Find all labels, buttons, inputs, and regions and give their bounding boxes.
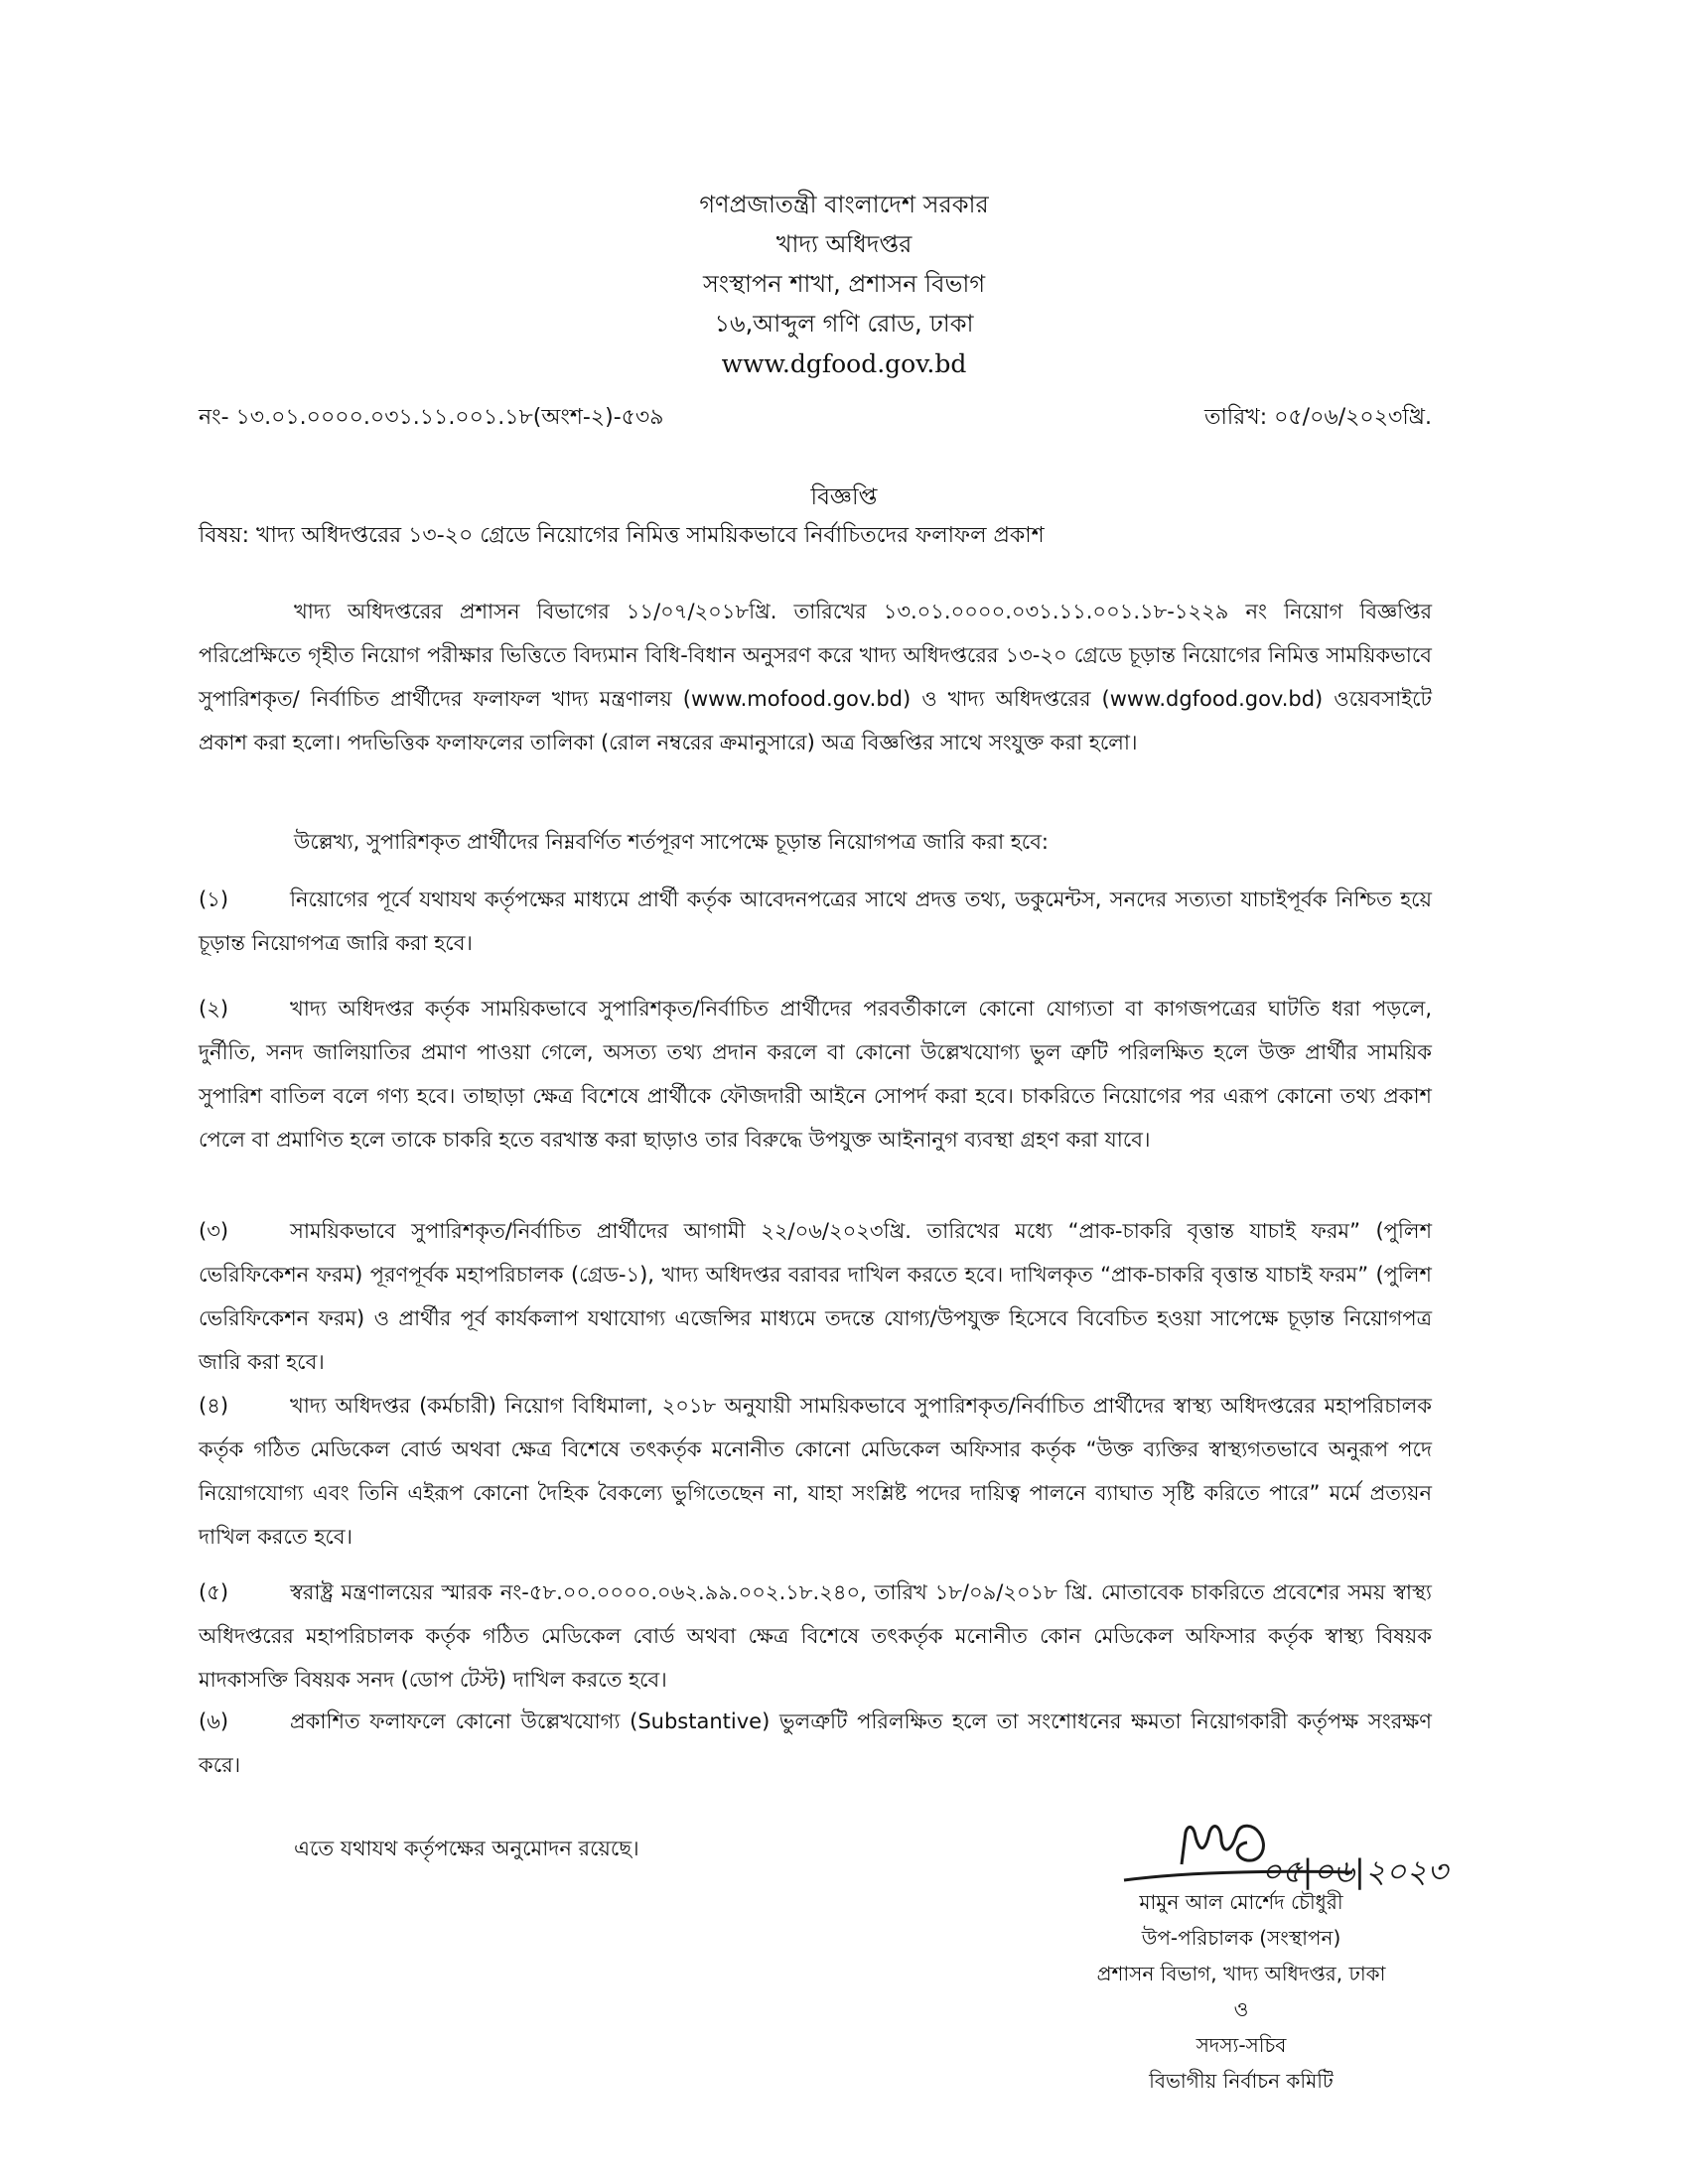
section-name: সংস্থাপন শাখা, প্রশাসন বিভাগ bbox=[702, 270, 986, 298]
condition-text: খাদ্য অধিদপ্তর (কর্মচারী) নিয়োগ বিধিমালা, ২০১৮ অনুযায়ী সাময়িকভাবে সুপারিশকৃত/নির্বাচিত প্রার্থীদের স্বাস্থ্য অধিদপ্তরের মহাপরিচালক কর্তৃক গঠিত মেডিকেল বোর্ড অথবা ক্ষেত্র বিশেষে তৎকর্তৃক মনোনীত কোনো মেডিকেল অফিসার কর্তৃক “উক্ত ব্যক্তির স্বাস্থ্যগতভাবে অনুরূপ পদে নিয়োগযোগ্য এবং তিনি এইরূপ কোনো দৈহিক বৈকল্যে ভুগিতেছেন না, যাহা সংশ্লিষ্ট পদের দায়িত্ব পালনে ব্যাঘাত সৃষ্টি করিতে পারে” মর্মে প্রত্যয়ন দাখিল করতে হবে। bbox=[199, 1394, 1432, 1549]
condition-number: (২) bbox=[199, 997, 229, 1021]
signatory-name: মামুন আল মোর্শেদ চৌধুরী bbox=[1139, 1890, 1343, 1914]
approval-statement: এতে যথাযথ কর্তৃপক্ষের অনুমোদন রয়েছে। bbox=[294, 1837, 639, 1860]
committee-name: বিভাগীয় নির্বাচন কমিটি bbox=[1149, 2069, 1334, 2093]
office-address: ১৬,আব্দুল গণি রোড, ঢাকা bbox=[714, 310, 974, 338]
condition-1 bbox=[199, 878, 1432, 965]
department-name: খাদ্য অধিদপ্তর bbox=[775, 230, 913, 258]
notice-subject: বিষয়: খাদ্য অধিদপ্তরের ১৩-২০ গ্রেডে নিয়োগের নিমিত্ত সাময়িকভাবে নির্বাচিতদের ফলাফল প্রকাশ bbox=[199, 523, 1045, 548]
letterhead bbox=[0, 185, 1688, 385]
signatory-designation: উপ-পরিচালক (সংস্থাপন) bbox=[1141, 1926, 1341, 1950]
condition-text: স্বরাষ্ট্র মন্ত্রণালয়ের স্মারক নং-৫৮.০০.০০০০.০৬২.৯৯.০০২.১৮.২৪০, তারিখ ১৮/০৯/২০১৮ খ্রি. মোতাবেক চাকরিতে প্রবেশের সময় স্বাস্থ্য অধিদপ্তরের মহাপরিচালক কর্তৃক গঠিত মেডিকেল বোর্ড অথবা ক্ষেত্র বিশেষে তৎকর্তৃক মনোনীত কোন মেডিকেল অফিসার কর্তৃক স্বাস্থ্য বিষয়ক মাদকাসক্তি বিষয়ক সনদ (ডোপ টেস্ট) দাখিল করতে হবে। bbox=[199, 1580, 1432, 1692]
conditions-intro: উল্লেখ্য, সুপারিশকৃত প্রার্থীদের নিম্নবর্ণিত শর্তপূরণ সাপেক্ষে চূড়ান্ত নিয়োগপত্র জারি করা হবে: bbox=[294, 830, 1049, 854]
condition-number: (১) bbox=[199, 887, 229, 911]
condition-3 bbox=[199, 1209, 1432, 1384]
intro-paragraph: খাদ্য অধিদপ্তরের প্রশাসন বিভাগের ১১/০৭/২০১৮খ্রি. তারিখের ১৩.০১.০০০০.০৩১.১১.০০১.১৮-১২২৯ নং নিয়োগ বিজ্ঞপ্তির পরিপ্রেক্ষিতে গৃহীত নিয়োগ পরীক্ষার ভিত্তিতে বিদ্যমান বিধি-বিধান অনুসরণ করে খাদ্য অধিদপ্তরের ১৩-২০ গ্রেডে চূড়ান্ত নিয়োগের নিমিত্ত সাময়িকভাবে সুপারিশকৃত/ নির্বাচিত প্রার্থীদের ফলাফল খাদ্য মন্ত্রণালয় (www.mofood.gov.bd) ও খাদ্য অধিদপ্তরের (www.dgfood.gov.bd) ওয়েবসাইটে প্রকাশ করা হলো। পদভিত্তিক ফলাফলের তালিকা (রোল নম্বরের ক্রমানুসারে) অত্র বিজ্ঞপ্তির সাথে সংযুক্ত করা হলো। bbox=[199, 600, 1432, 754]
condition-6 bbox=[199, 1700, 1432, 1787]
condition-text: খাদ্য অধিদপ্তর কর্তৃক সাময়িকভাবে সুপারিশকৃত/নির্বাচিত প্রার্থীদের পরবর্তীকালে কোনো যোগ্যতা বা কাগজপত্রের ঘাটতি ধরা পড়লে, দুর্নীতি, সনদ জালিয়াতির প্রমাণ পাওয়া গেলে, অসত্য তথ্য প্রদান করলে বা কোনো উল্লেখযোগ্য ভুল ত্রুটি পরিলক্ষিত হলে উক্ত প্রার্থীর সাময়িক সুপারিশ বাতিল বলে গণ্য হবে। তাছাড়া ক্ষেত্র বিশেষে প্রার্থীকে ফৌজদারী আইনে সোপর্দ করা হবে। চাকরিতে নিয়োগের পর এরূপ কোনো তথ্য প্রকাশ পেলে বা প্রমাণিত হলে তাকে চাকরি হতে বরখাস্ত করা ছাড়াও তার বিরুদ্ধে উপযুক্ত আইনানুগ ব্যবস্থা গ্রহণ করা যাবে। bbox=[199, 997, 1432, 1152]
website-url: www.dgfood.gov.bd bbox=[721, 349, 967, 378]
signatory-role: সদস্য-সচিব bbox=[1196, 2033, 1287, 2057]
condition-number: (৫) bbox=[199, 1580, 229, 1604]
condition-2 bbox=[199, 987, 1432, 1161]
condition-text: সাময়িকভাবে সুপারিশকৃত/নির্বাচিত প্রার্থীদের আগামী ২২/০৬/২০২৩খ্রি. তারিখের মধ্যে “প্রাক-চাকরি বৃত্তান্ত যাচাই ফরম” (পুলিশ ভেরিফিকেশন ফরম) পূরণপূর্বক মহাপরিচালক (গ্রেড-১), খাদ্য অধিদপ্তর বরাবর দাখিল করতে হবে। দাখিলকৃত “প্রাক-চাকরি বৃত্তান্ত যাচাই ফরম” (পুলিশ ভেরিফিকেশন ফরম) ও প্রার্থীর পূর্ব কার্যকলাপ যথাযোগ্য এজেন্সির মাধ্যমে তদন্তে যোগ্য/উপযুক্ত হিসেবে বিবেচিত হওয়া সাপেক্ষে চূড়ান্ত নিয়োগপত্র জারি করা হবে। bbox=[199, 1219, 1432, 1374]
condition-number: (৬) bbox=[199, 1709, 229, 1733]
condition-text: নিয়োগের পূর্বে যথাযথ কর্তৃপক্ষের মাধ্যমে প্রার্থী কর্তৃক আবেদনপত্রের সাথে প্রদত্ত তথ্য, ডকুমেন্টস, সনদের সত্যতা যাচাইপূর্বক নিশ্চিত হয়ে চূড়ান্ত নিয়োগপত্র জারি করা হবে। bbox=[199, 887, 1432, 955]
condition-number: (৩) bbox=[199, 1219, 229, 1243]
government-name: গণপ্রজাতন্ত্রী বাংলাদেশ সরকার bbox=[699, 191, 989, 218]
notice-title: বিজ্ঞপ্তি bbox=[810, 484, 878, 510]
conjunction-text: ও bbox=[1233, 1997, 1249, 2021]
handwritten-date: ০৫|০৬|২০২৩ bbox=[1261, 1852, 1448, 1890]
memo-number: নং- ১৩.০১.০০০০.০৩১.১১.০০১.১৮(অংশ-২)-৫৩৯ bbox=[199, 405, 664, 430]
signature-block bbox=[1033, 1884, 1450, 2099]
condition-4 bbox=[199, 1384, 1432, 1559]
condition-number: (৪) bbox=[199, 1394, 229, 1418]
signatory-office: প্রশাসন বিভাগ, খাদ্য অধিদপ্তর, ঢাকা bbox=[1096, 1962, 1386, 1985]
condition-text: প্রকাশিত ফলাফলে কোনো উল্লেখযোগ্য (Substantive) ভুলত্রুটি পরিলক্ষিত হলে তা সংশোধনের ক্ষমতা নিয়োগকারী কর্তৃপক্ষ সংরক্ষণ করে। bbox=[199, 1709, 1432, 1777]
condition-5 bbox=[199, 1570, 1432, 1702]
memo-date: তারিখ: ০৫/০৬/২০২৩খ্রি. bbox=[1203, 405, 1432, 430]
